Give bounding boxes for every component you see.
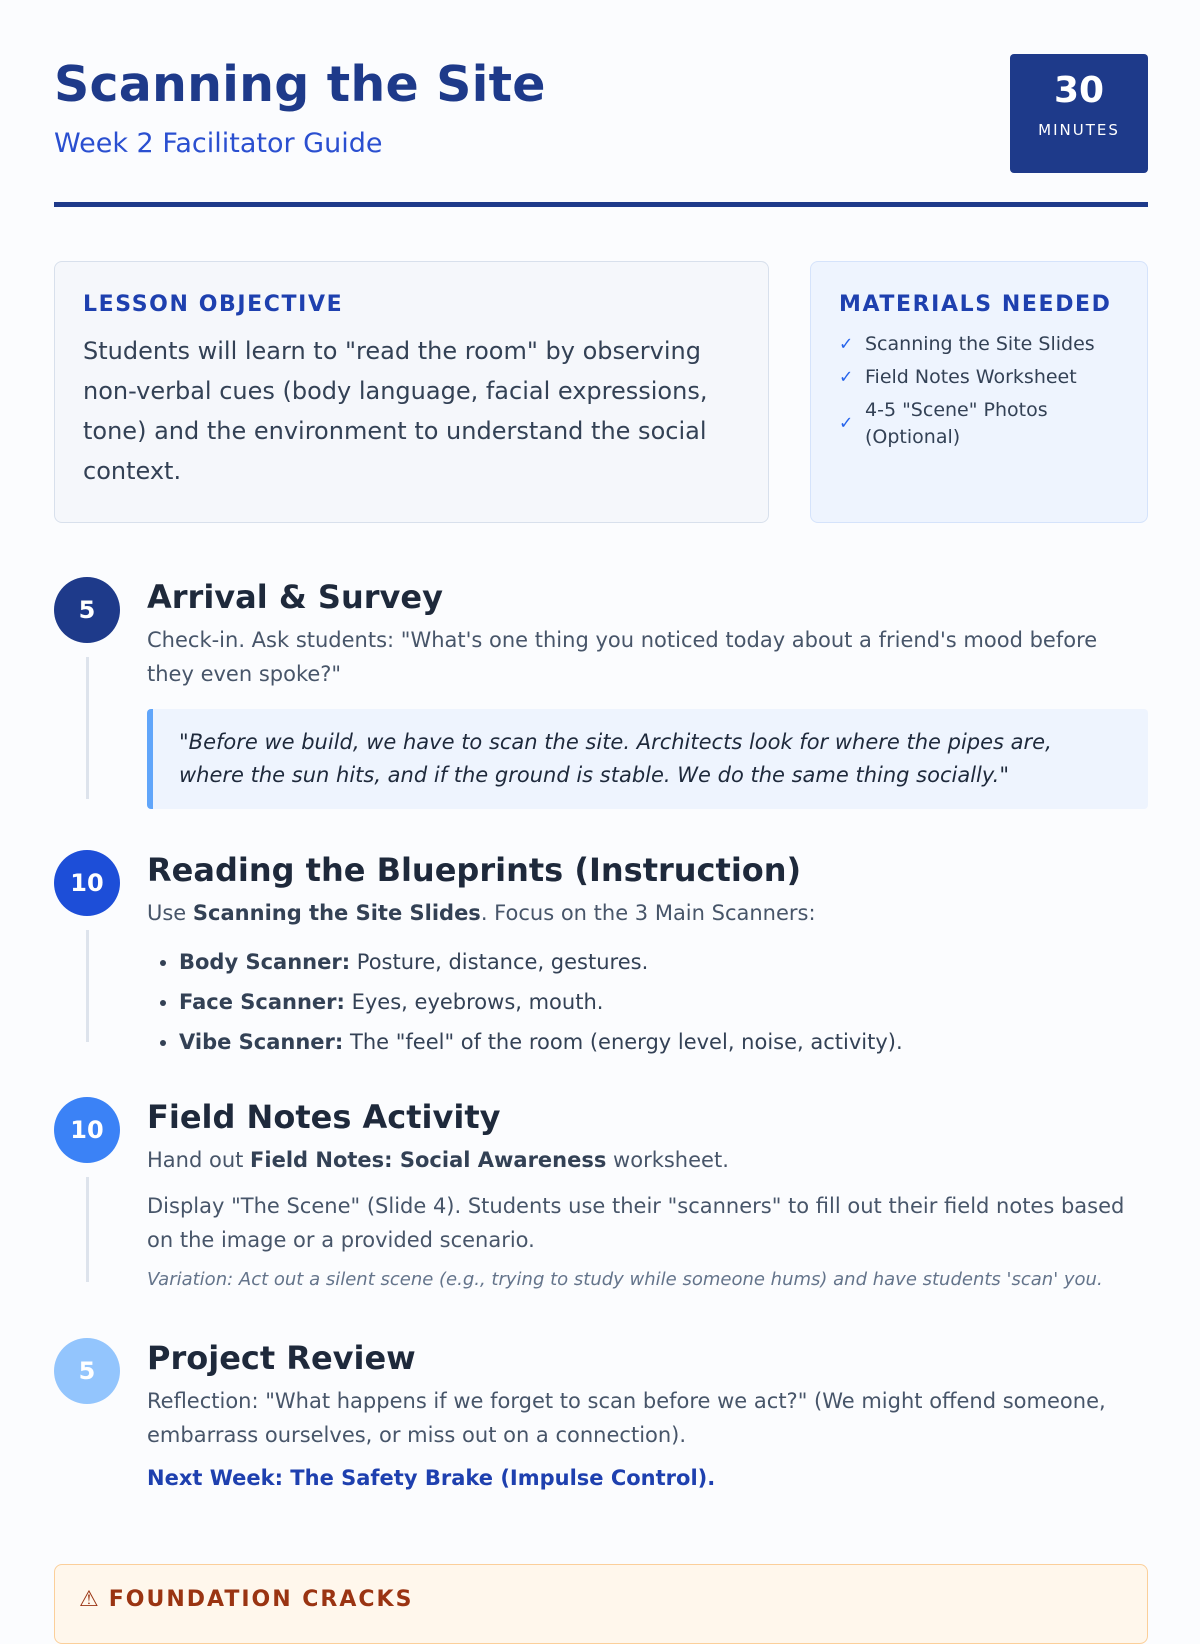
page-header [54,0,1148,207]
scanner-list [147,942,1148,1062]
scanner-desc: Eyes, eyebrows, mouth. [344,990,604,1014]
intro-post: worksheet. [606,1148,729,1172]
duration-badge [1010,54,1148,173]
step-minutes-badge: 5 [54,1338,120,1404]
step-title: Arrival & Survey [147,578,443,616]
step-text: Display "The Scene" (Slide 4). Students use their "scanners" to fill out their field notes based on the image or a provided scenario. [147,1194,1125,1252]
scanner-item [179,982,1148,1022]
step-text: Reflection: "What happens if we forget to scan before we act?" (We might offend someone, embarrass ourselves, or miss out on a connection). [147,1389,1106,1447]
step-minutes-badge: 10 [54,1097,120,1163]
material-label: Scanning the Site Slides [865,333,1095,355]
scanner-name: Face Scanner: [179,990,345,1014]
scanner-name: Body Scanner: [179,950,351,974]
step-minutes-badge: 5 [54,577,120,643]
objective-text: Students will learn to "read the room" by observing non-verbal cues (body language, facial expressions, tone) and the environment to understand the social context. [83,337,708,485]
material-item [839,364,1119,391]
page-subtitle: Week 2 Facilitator Guide [54,128,383,159]
duration-unit: MINUTES [1038,121,1120,140]
duration-value: 30 [1053,70,1105,111]
lesson-page [54,0,1148,1612]
scanner-name: Vibe Scanner: [179,1030,344,1054]
intro-post: . Focus on the 3 Main Scanners: [480,901,816,925]
step-intro [147,896,1148,930]
intro-pre: Use [147,901,193,925]
warning-icon: ⚠ [79,1587,101,1612]
material-item [839,397,1119,451]
materials-heading: MATERIALS NEEDED [839,292,1112,317]
check-icon: ✓ [839,413,854,434]
scanner-item [179,1022,1148,1062]
step-content [147,1338,1148,1490]
step-minutes-badge: 10 [54,850,120,916]
step-content [147,577,1148,809]
step-title: Field Notes Activity [147,1098,501,1136]
material-item [839,331,1119,358]
material-label: Field Notes Worksheet [865,366,1077,388]
script-quote: "Before we build, we have to scan the site. Architects look for where the pipes are, where the sun hits, and if the ground is stable. We do the same thing socially." [147,709,1148,809]
variation-note: Variation: Act out a silent scene (e.g., trying to study while someone hums) and have students 'scan' you. [147,1269,1103,1290]
intro-pre: Hand out [147,1148,251,1172]
lesson-objective-card [54,261,769,523]
step-text: Check-in. Ask students: "What's one thing you noticed today about a friend's mood before they even spoke?" [147,628,1098,686]
materials-list [839,331,1119,451]
objective-heading: LESSON OBJECTIVE [83,292,344,317]
check-icon: ✓ [839,367,854,387]
scanner-desc: The "feel" of the room (energy level, noise, activity). [343,1030,903,1054]
check-icon: ✓ [839,334,854,354]
page-title: Scanning the Site [54,56,546,113]
next-week-link[interactable]: Next Week: The Safety Brake (Impulse Control). [147,1466,716,1490]
intro-bold: Field Notes: Social Awareness [250,1148,607,1172]
scanner-item [179,942,1148,982]
timeline-line [86,930,89,1042]
intro-bold: Scanning the Site Slides [192,901,481,925]
material-label: 4-5 "Scene" Photos (Optional) [865,399,1048,448]
warning-heading: FOUNDATION CRACKS [108,1587,414,1612]
foundation-cracks-card [54,1564,1148,1644]
scanner-desc: Posture, distance, gestures. [350,950,649,974]
step-title: Reading the Blueprints (Instruction) [147,851,802,889]
step-title: Project Review [147,1339,416,1377]
materials-card [810,261,1148,523]
timeline-line [86,657,89,799]
timeline-line [86,1177,89,1282]
step-content [147,850,1148,1062]
step-intro [147,1143,1148,1177]
step-content [147,1097,1148,1290]
